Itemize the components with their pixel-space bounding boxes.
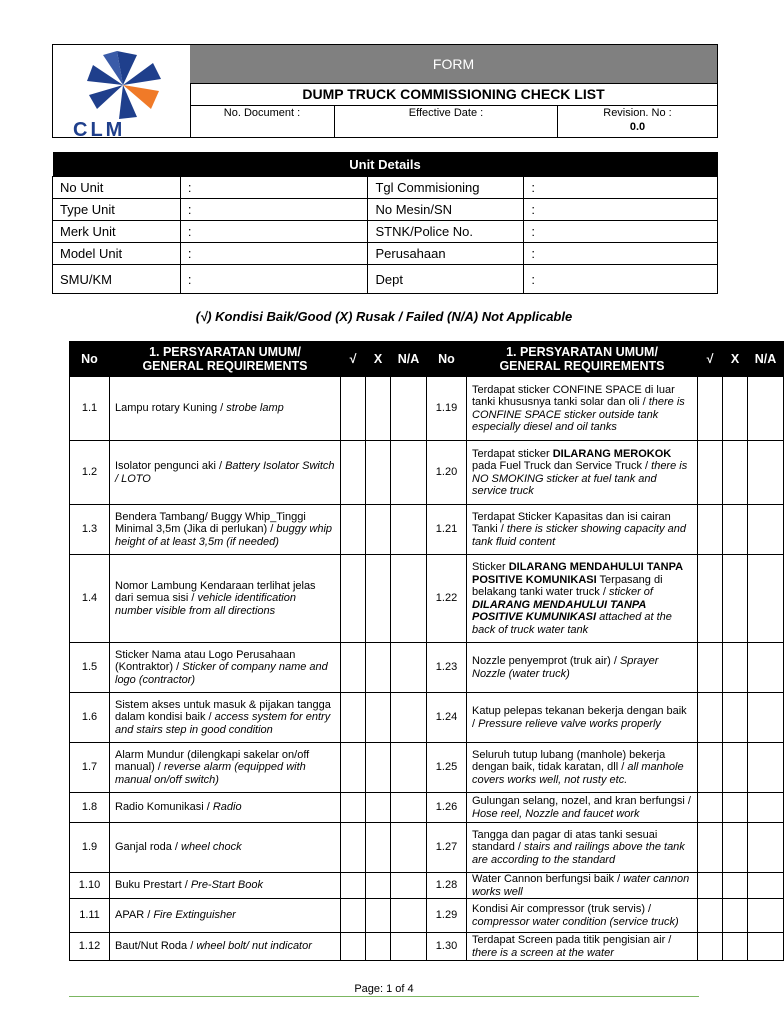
- unit-field-label: Tgl Commisioning: [368, 177, 524, 199]
- item-description: Isolator pengunci aki / Battery Isolator Switch / LOTO: [110, 441, 341, 505]
- check-good-cell[interactable]: [341, 555, 366, 643]
- item-number: 1.29: [427, 899, 467, 933]
- unit-field-label: No Unit: [53, 177, 181, 199]
- company-logo: [53, 45, 191, 141]
- item-description: Seluruh tutup lubang (manhole) bekerja dengan baik, tidak karatan, dll / all manhole covers works well, not rusty etc.: [467, 743, 698, 793]
- check-na-cell[interactable]: [391, 377, 427, 441]
- check-good-cell[interactable]: [698, 377, 723, 441]
- checklist-row: [70, 793, 784, 823]
- check-failed-cell[interactable]: [723, 377, 748, 441]
- check-failed-cell[interactable]: [723, 505, 748, 555]
- unit-detail-row: [53, 177, 718, 199]
- check-good-cell[interactable]: [341, 899, 366, 933]
- item-description: Baut/Nut Roda / wheel bolt/ nut indicator: [110, 933, 341, 961]
- checklist-row: [70, 823, 784, 873]
- check-na-cell[interactable]: [391, 555, 427, 643]
- check-failed-cell[interactable]: [723, 693, 748, 743]
- item-number: 1.7: [70, 743, 110, 793]
- item-number: 1.6: [70, 693, 110, 743]
- check-good-cell[interactable]: [341, 873, 366, 899]
- check-na-cell[interactable]: [748, 377, 784, 441]
- unit-field-label: SMU/KM: [53, 265, 181, 294]
- check-failed-cell[interactable]: [366, 873, 391, 899]
- check-good-cell[interactable]: [341, 377, 366, 441]
- check-na-cell[interactable]: [748, 505, 784, 555]
- check-good-cell[interactable]: [698, 823, 723, 873]
- check-failed-cell[interactable]: [723, 793, 748, 823]
- check-failed-cell[interactable]: [366, 743, 391, 793]
- check-na-cell[interactable]: [748, 793, 784, 823]
- item-description: Terdapat Sticker Kapasitas dan isi cairan Tanki / there is sticker showing capacity and tank fluid content: [467, 505, 698, 555]
- logo-text: CLM: [73, 119, 126, 141]
- check-na-cell[interactable]: [748, 873, 784, 899]
- item-number: 1.10: [70, 873, 110, 899]
- item-description: Sticker Nama atau Logo Perusahaan (Kontraktor) / Sticker of company name and logo (contractor): [110, 643, 341, 693]
- item-description: Nozzle penyemprot (truk air) / Sprayer Nozzle (water truck): [467, 643, 698, 693]
- unit-field-label: Merk Unit: [53, 221, 181, 243]
- check-failed-cell[interactable]: [723, 441, 748, 505]
- unit-field-value[interactable]: :: [180, 177, 368, 199]
- item-number: 1.1: [70, 377, 110, 441]
- item-number: 1.3: [70, 505, 110, 555]
- item-number: 1.26: [427, 793, 467, 823]
- check-good-cell[interactable]: [341, 793, 366, 823]
- checklist-row: [70, 555, 784, 643]
- col-na: N/A: [391, 342, 427, 377]
- unit-detail-row: [53, 221, 718, 243]
- check-failed-cell[interactable]: [366, 555, 391, 643]
- item-number: 1.24: [427, 693, 467, 743]
- unit-detail-row: [53, 199, 718, 221]
- unit-field-value[interactable]: :: [180, 199, 368, 221]
- check-good-cell[interactable]: [341, 743, 366, 793]
- item-number: 1.11: [70, 899, 110, 933]
- check-na-cell[interactable]: [748, 823, 784, 873]
- unit-field-value[interactable]: :: [524, 265, 718, 294]
- col-requirements: 1. PERSYARATAN UMUM/ GENERAL REQUIREMENTS: [110, 342, 341, 377]
- unit-field-label: Model Unit: [53, 243, 181, 265]
- check-failed-cell[interactable]: [723, 643, 748, 693]
- check-na-cell[interactable]: [391, 505, 427, 555]
- effective-date-field: Effective Date :: [335, 105, 558, 137]
- item-description: Water Cannon berfungsi baik / water cannon works well: [467, 873, 698, 899]
- item-description: Terdapat sticker CONFINE SPACE di luar tanki khususnya tanki solar dan oli / there is CONFINE SPACE sticker outside tank especially diesel and oil tanks: [467, 377, 698, 441]
- checklist-row: [70, 505, 784, 555]
- col-good: √: [341, 342, 366, 377]
- check-good-cell[interactable]: [698, 505, 723, 555]
- item-number: 1.21: [427, 505, 467, 555]
- legend: (√) Kondisi Baik/Good (X) Rusak / Failed (N/A) Not Applicable: [195, 309, 573, 324]
- pinwheel-logo-icon: [53, 45, 190, 121]
- item-description: Bendera Tambang/ Buggy Whip_Tinggi Minimal 3,5m (Jika di perlukan) / buggy whip height of at least 3,5m (if needed): [110, 505, 341, 555]
- checklist-row: [70, 899, 784, 933]
- unit-detail-row: [53, 243, 718, 265]
- form-label: FORM: [190, 45, 717, 84]
- check-good-cell[interactable]: [698, 873, 723, 899]
- item-number: 1.8: [70, 793, 110, 823]
- check-failed-cell[interactable]: [366, 823, 391, 873]
- unit-field-label: Dept: [368, 265, 524, 294]
- item-description: Gulungan selang, nozel, and kran berfungsi / Hose reel, Nozzle and faucet work: [467, 793, 698, 823]
- check-good-cell[interactable]: [698, 793, 723, 823]
- check-good-cell[interactable]: [698, 555, 723, 643]
- check-failed-cell[interactable]: [366, 441, 391, 505]
- checklist-row: [70, 693, 784, 743]
- check-good-cell[interactable]: [698, 441, 723, 505]
- checklist-row: [70, 441, 784, 505]
- check-na-cell[interactable]: [748, 441, 784, 505]
- checklist-table: [69, 341, 784, 961]
- page-number: Page: 1 of 4: [354, 983, 414, 995]
- check-na-cell[interactable]: [748, 555, 784, 643]
- check-na-cell[interactable]: [391, 743, 427, 793]
- check-good-cell[interactable]: [698, 743, 723, 793]
- check-good-cell[interactable]: [341, 643, 366, 693]
- check-na-cell[interactable]: [391, 693, 427, 743]
- item-description: Buku Prestart / Pre-Start Book: [110, 873, 341, 899]
- check-good-cell[interactable]: [698, 899, 723, 933]
- item-description: Terdapat Screen pada titik pengisian air / there is a screen at the water: [467, 933, 698, 961]
- check-na-cell[interactable]: [748, 899, 784, 933]
- item-description: Alarm Mundur (dilengkapi sakelar on/off manual) / reverse alarm (equipped with manual on/off switch): [110, 743, 341, 793]
- col-na: N/A: [748, 342, 784, 377]
- footer-divider: [69, 996, 699, 997]
- check-na-cell[interactable]: [748, 693, 784, 743]
- check-na-cell[interactable]: [748, 933, 784, 961]
- unit-field-value[interactable]: :: [524, 243, 718, 265]
- check-good-cell[interactable]: [341, 933, 366, 961]
- item-description: Sistem akses untuk masuk & pijakan tangga dalam kondisi baik / access system for entry and stairs step in good condition: [110, 693, 341, 743]
- col-no: No: [70, 342, 110, 377]
- check-na-cell[interactable]: [391, 933, 427, 961]
- item-description: Kondisi Air compressor (truk servis) / compressor water condition (service truck): [467, 899, 698, 933]
- unit-field-value[interactable]: :: [180, 265, 368, 294]
- check-na-cell[interactable]: [391, 793, 427, 823]
- check-failed-cell[interactable]: [366, 643, 391, 693]
- item-number: 1.5: [70, 643, 110, 693]
- document-header: [52, 44, 718, 141]
- item-number: 1.12: [70, 933, 110, 961]
- checklist-row: [70, 873, 784, 899]
- item-number: 1.30: [427, 933, 467, 961]
- check-good-cell[interactable]: [341, 693, 366, 743]
- checklist-row: [70, 643, 784, 693]
- item-description: Terdapat sticker DILARANG MEROKOK pada Fuel Truck dan Service Truck / there is NO SMOKING sticker at fuel tank and service truck: [467, 441, 698, 505]
- col-requirements: 1. PERSYARATAN UMUM/ GENERAL REQUIREMENTS: [467, 342, 698, 377]
- document-number-field: No. Document :: [190, 105, 335, 137]
- item-description: Lampu rotary Kuning / strobe lamp: [110, 377, 341, 441]
- check-failed-cell[interactable]: [366, 793, 391, 823]
- check-na-cell[interactable]: [391, 441, 427, 505]
- unit-field-value[interactable]: :: [180, 221, 368, 243]
- item-number: 1.20: [427, 441, 467, 505]
- checklist-row: [70, 743, 784, 793]
- check-failed-cell[interactable]: [366, 693, 391, 743]
- unit-field-value[interactable]: :: [524, 199, 718, 221]
- check-failed-cell[interactable]: [723, 899, 748, 933]
- col-failed: X: [723, 342, 748, 377]
- item-description: Radio Komunikasi / Radio: [110, 793, 341, 823]
- item-number: 1.2: [70, 441, 110, 505]
- check-failed-cell[interactable]: [723, 555, 748, 643]
- check-na-cell[interactable]: [391, 873, 427, 899]
- item-description: Nomor Lambung Kendaraan terlihat jelas dari semua sisi / vehicle identification number visible from all directions: [110, 555, 341, 643]
- item-number: 1.19: [427, 377, 467, 441]
- check-na-cell[interactable]: [748, 743, 784, 793]
- item-number: 1.9: [70, 823, 110, 873]
- item-description: APAR / Fire Extinguisher: [110, 899, 341, 933]
- check-good-cell[interactable]: [341, 441, 366, 505]
- item-description: Tangga dan pagar di atas tanki sesuai standard / stairs and railings above the tank are according to the standard: [467, 823, 698, 873]
- check-failed-cell[interactable]: [723, 873, 748, 899]
- item-description: Katup pelepas tekanan bekerja dengan baik / Pressure relieve valve works properly: [467, 693, 698, 743]
- checklist-row: [70, 933, 784, 961]
- checklist-header: [70, 342, 784, 377]
- unit-detail-row: [53, 265, 718, 294]
- item-number: 1.28: [427, 873, 467, 899]
- unit-details-title: Unit Details: [53, 152, 718, 177]
- unit-details-table: [52, 152, 718, 294]
- check-good-cell[interactable]: [698, 693, 723, 743]
- unit-field-label: Perusahaan: [368, 243, 524, 265]
- check-failed-cell[interactable]: [366, 899, 391, 933]
- unit-field-label: STNK/Police No.: [368, 221, 524, 243]
- check-failed-cell[interactable]: [723, 743, 748, 793]
- check-good-cell[interactable]: [341, 505, 366, 555]
- check-na-cell[interactable]: [391, 823, 427, 873]
- item-number: 1.4: [70, 555, 110, 643]
- item-number: 1.25: [427, 743, 467, 793]
- item-number: 1.27: [427, 823, 467, 873]
- item-number: 1.22: [427, 555, 467, 643]
- check-failed-cell[interactable]: [723, 933, 748, 961]
- item-description: Sticker DILARANG MENDAHULUI TANPA POSITIVE KOMUNIKASI Terpasang di belakang tanki water truck / sticker of DILARANG MENDAHULUI TANPA POSITIVE KUMUNIKASI attached at the back of truck water tank: [467, 555, 698, 643]
- check-good-cell[interactable]: [698, 643, 723, 693]
- check-good-cell[interactable]: [698, 933, 723, 961]
- unit-field-value[interactable]: :: [524, 177, 718, 199]
- check-failed-cell[interactable]: [366, 505, 391, 555]
- revision-field: Revision. No : 0.0: [603, 107, 672, 133]
- page-title: DUMP TRUCK COMMISSIONING CHECK LIST: [190, 83, 717, 106]
- check-na-cell[interactable]: [391, 643, 427, 693]
- check-na-cell[interactable]: [748, 643, 784, 693]
- unit-field-value[interactable]: :: [180, 243, 368, 265]
- col-failed: X: [366, 342, 391, 377]
- unit-field-label: Type Unit: [53, 199, 181, 221]
- unit-field-label: No Mesin/SN: [368, 199, 524, 221]
- checklist-row: [70, 377, 784, 441]
- check-failed-cell[interactable]: [366, 377, 391, 441]
- check-good-cell[interactable]: [341, 823, 366, 873]
- item-number: 1.23: [427, 643, 467, 693]
- check-failed-cell[interactable]: [723, 823, 748, 873]
- item-description: Ganjal roda / wheel chock: [110, 823, 341, 873]
- unit-field-value[interactable]: :: [524, 221, 718, 243]
- check-na-cell[interactable]: [391, 899, 427, 933]
- col-good: √: [698, 342, 723, 377]
- check-failed-cell[interactable]: [366, 933, 391, 961]
- col-no: No: [427, 342, 467, 377]
